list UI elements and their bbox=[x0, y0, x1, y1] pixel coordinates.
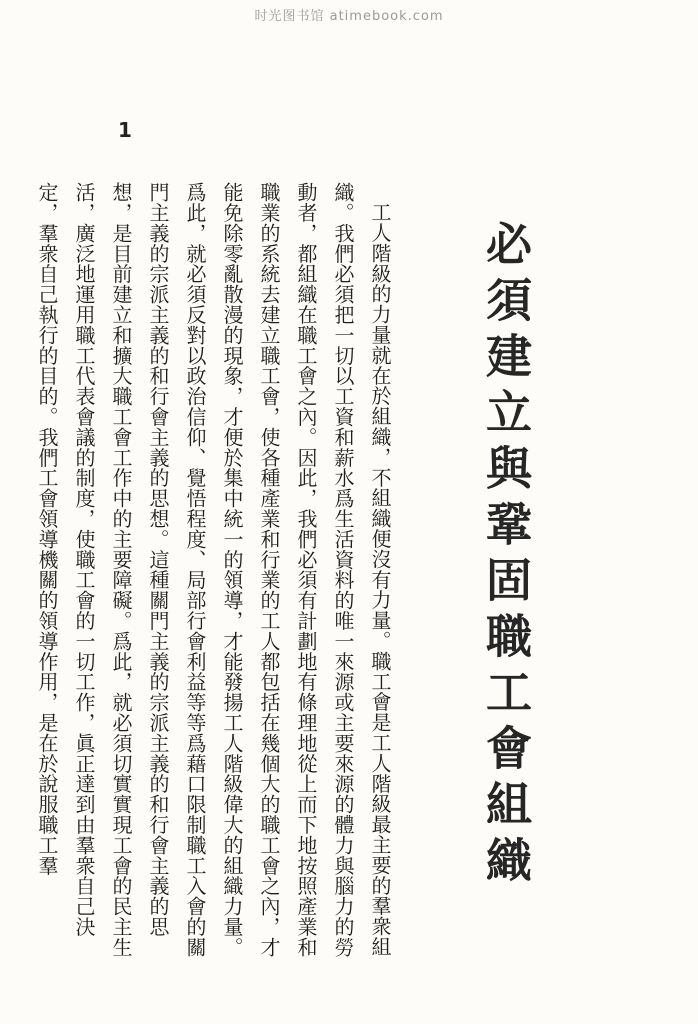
page-title: 必須建立與鞏固職工會組織 bbox=[479, 220, 533, 892]
watermark: 时光图书馆 atimebook.com bbox=[254, 9, 444, 24]
page-number: 1 bbox=[118, 118, 132, 142]
body-text bbox=[35, 182, 398, 962]
paragraph: 工人階級的力量就在於組織，不組織便沒有力量。職工會是工人階級最主要的羣衆組織。我們必須把一切以工資和薪水爲生活資料的唯一來源或主要來源的體力與腦力的勞動者，都組織在職工會之內。因此，我們必須有計劃地有條理地從上而下地按照產業和職業的系統去建立職工會，使各種產業和行業的工人都包括在幾個大的職工會之內，才能免除零亂散漫的現象，才便於集中統一的領導，才能發揚工人階級偉大的組織力量。爲此，就必須反對以政治信仰、覺悟程度、局部行會利益等等爲藉口限制職工入會的關門主義的宗派主義的和行會主義的思想。這種關門主義的宗派主義的和行會主義的思想，是目前建立和擴大職工會工作中的主要障礙。爲此，就必須切實實現工會的民主生活，廣泛地運用職工代表會議的制度，使職工會的一切工作，眞正達到由羣衆自己決定，羣衆自己執行的目的。我們工會領導機關的領導作用，是在於說服職工羣 bbox=[35, 182, 392, 958]
